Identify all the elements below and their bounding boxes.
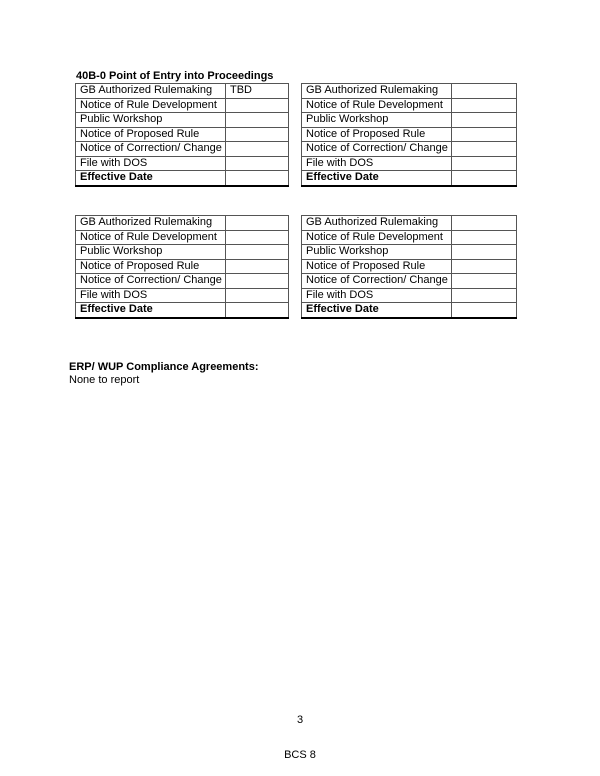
row-label: Notice of Proposed Rule (302, 259, 452, 274)
table-row (302, 288, 517, 303)
row-label: Notice of Correction/ Change (302, 142, 452, 157)
row-label: Public Workshop (302, 245, 452, 260)
table-row (76, 156, 289, 171)
table-row (76, 303, 289, 318)
row-value (452, 259, 517, 274)
row-label: Notice of Correction/ Change (302, 274, 452, 289)
row-label: Public Workshop (76, 245, 226, 260)
table-row (302, 156, 517, 171)
row-label: File with DOS (302, 156, 452, 171)
table-row (76, 113, 289, 128)
rulemaking-table-bottom-right (301, 215, 517, 319)
row-value (452, 98, 517, 113)
compliance-heading: ERP/ WUP Compliance Agreements: (69, 361, 259, 373)
row-value (226, 274, 289, 289)
table-row (76, 230, 289, 245)
row-value (452, 216, 517, 231)
table-row (76, 245, 289, 260)
row-label: Notice of Proposed Rule (76, 127, 226, 142)
table-row (302, 245, 517, 260)
row-label: File with DOS (76, 288, 226, 303)
row-label: GB Authorized Rulemaking (76, 216, 226, 231)
row-label: File with DOS (76, 156, 226, 171)
row-value (226, 259, 289, 274)
row-label: Notice of Rule Development (302, 98, 452, 113)
row-value (226, 142, 289, 157)
row-label: File with DOS (302, 288, 452, 303)
row-value: TBD (226, 84, 289, 99)
row-label: Notice of Rule Development (76, 98, 226, 113)
row-value (226, 288, 289, 303)
row-label: Notice of Rule Development (302, 230, 452, 245)
row-value (452, 303, 517, 318)
row-value (452, 245, 517, 260)
row-value (226, 303, 289, 318)
row-value (452, 156, 517, 171)
row-label: Effective Date (76, 171, 226, 186)
row-label: GB Authorized Rulemaking (76, 84, 226, 99)
row-label: Effective Date (302, 303, 452, 318)
table-row (302, 230, 517, 245)
table-row (76, 127, 289, 142)
row-value (452, 274, 517, 289)
table-row (76, 98, 289, 113)
row-label: Effective Date (76, 303, 226, 318)
table-row (302, 84, 517, 99)
row-label: Notice of Rule Development (76, 230, 226, 245)
table-row (76, 84, 289, 99)
row-value (226, 171, 289, 186)
row-value (452, 288, 517, 303)
row-label: GB Authorized Rulemaking (302, 216, 452, 231)
row-value (452, 127, 517, 142)
row-label: Notice of Proposed Rule (302, 127, 452, 142)
rulemaking-table-bottom-left (75, 215, 289, 319)
table-row (302, 127, 517, 142)
compliance-text: None to report (69, 374, 140, 386)
row-label: Public Workshop (76, 113, 226, 128)
table-row (302, 303, 517, 318)
document-code: BCS 8 (284, 749, 316, 761)
row-label: GB Authorized Rulemaking (302, 84, 452, 99)
table-row (302, 259, 517, 274)
row-label: Effective Date (302, 171, 452, 186)
table-row (76, 171, 289, 186)
table-row (76, 259, 289, 274)
table-row (76, 142, 289, 157)
row-value (226, 156, 289, 171)
table-row (302, 216, 517, 231)
table-row (302, 98, 517, 113)
row-value (452, 142, 517, 157)
row-value (226, 216, 289, 231)
table-row (76, 274, 289, 289)
row-value (452, 113, 517, 128)
table-row (76, 288, 289, 303)
rulemaking-table-top-right (301, 83, 517, 187)
table-row (302, 142, 517, 157)
row-value (226, 127, 289, 142)
rulemaking-table-top-left (75, 83, 289, 187)
row-value (452, 230, 517, 245)
table-row (76, 216, 289, 231)
row-label: Notice of Correction/ Change (76, 274, 226, 289)
row-label: Public Workshop (302, 113, 452, 128)
table-row (302, 274, 517, 289)
row-value (226, 98, 289, 113)
row-value (452, 84, 517, 99)
row-value (226, 113, 289, 128)
row-value (226, 245, 289, 260)
table-row (302, 113, 517, 128)
row-value (226, 230, 289, 245)
section-title: 40B-0 Point of Entry into Proceedings (76, 70, 274, 82)
page-number: 3 (296, 714, 304, 726)
row-label: Notice of Correction/ Change (76, 142, 226, 157)
row-value (452, 171, 517, 186)
row-label: Notice of Proposed Rule (76, 259, 226, 274)
table-row (302, 171, 517, 186)
